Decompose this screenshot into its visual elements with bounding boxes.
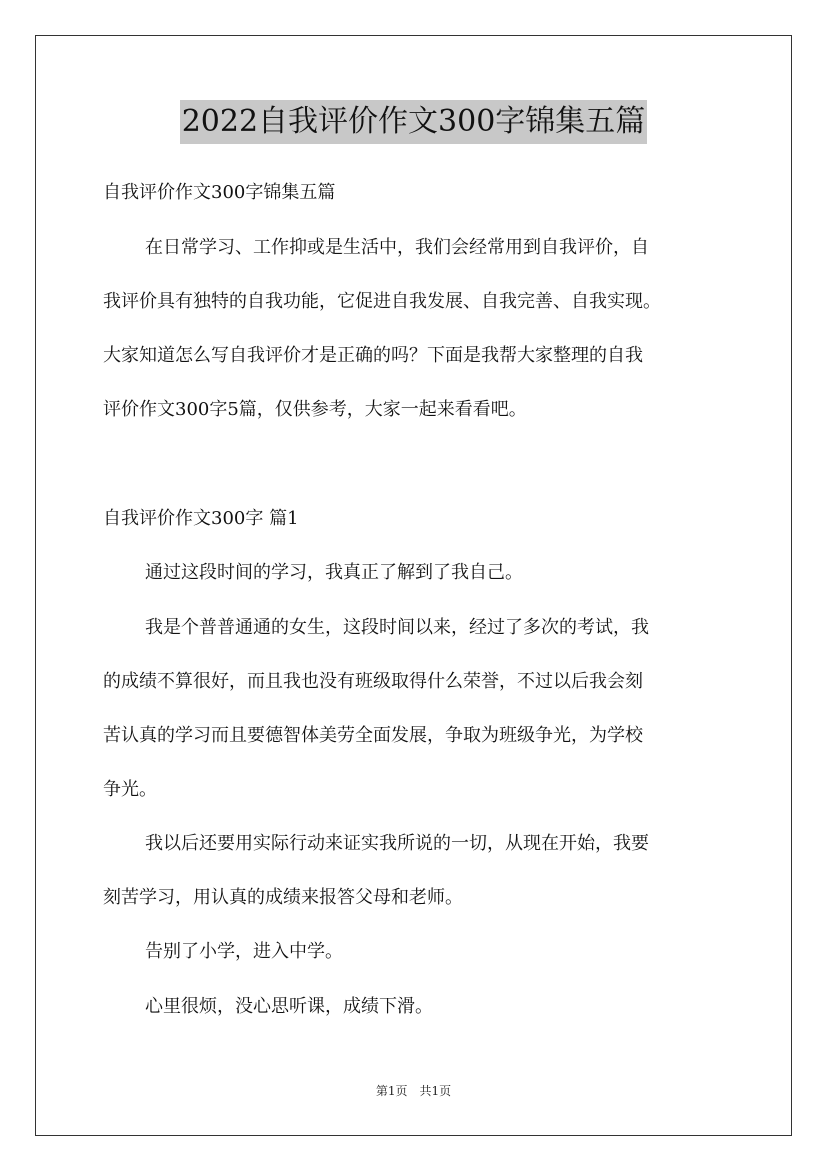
body-line: 我以后还要用实际行动来证实我所说的一切，从现在开始，我要 bbox=[145, 833, 649, 854]
body-line: 心里很烦，没心思听课，成绩下滑。 bbox=[145, 996, 433, 1017]
body-line: 刻苦学习，用认真的成绩来报答父母和老师。 bbox=[103, 887, 463, 908]
intro-line: 大家知道怎么写自我评价才是正确的吗？下面是我帮大家整理的自我 bbox=[103, 345, 643, 366]
body-line: 的成绩不算很好，而且我也没有班级取得什么荣誉，不过以后我会刻 bbox=[103, 671, 643, 692]
document-subtitle: 自我评价作文300字锦集五篇 bbox=[103, 182, 336, 203]
body-line: 告别了小学，进入中学。 bbox=[145, 941, 343, 962]
page-number: 第1页 bbox=[375, 1084, 408, 1098]
intro-line: 在日常学习、工作抑或是生活中，我们会经常用到自我评价，自 bbox=[145, 237, 649, 258]
section-heading: 自我评价作文300字 篇1 bbox=[103, 508, 299, 529]
intro-line: 我评价具有独特的自我功能，它促进自我发展、自我完善、自我实现。 bbox=[103, 291, 661, 312]
intro-line: 评价作文300字5篇，仅供参考，大家一起来看看吧。 bbox=[103, 399, 527, 420]
body-line: 争光。 bbox=[103, 779, 157, 800]
title-container bbox=[0, 100, 827, 144]
document-title: 2022自我评价作文300字锦集五篇 bbox=[180, 100, 648, 144]
body-line: 苦认真的学习而且要德智体美劳全面发展，争取为班级争光，为学校 bbox=[103, 725, 643, 746]
body-line: 我是个普普通通的女生，这段时间以来，经过了多次的考试，我 bbox=[145, 617, 649, 638]
page-total: 共1页 bbox=[419, 1084, 452, 1098]
body-line: 通过这段时间的学习，我真正了解到了我自己。 bbox=[145, 562, 523, 583]
page-footer bbox=[0, 1083, 827, 1099]
